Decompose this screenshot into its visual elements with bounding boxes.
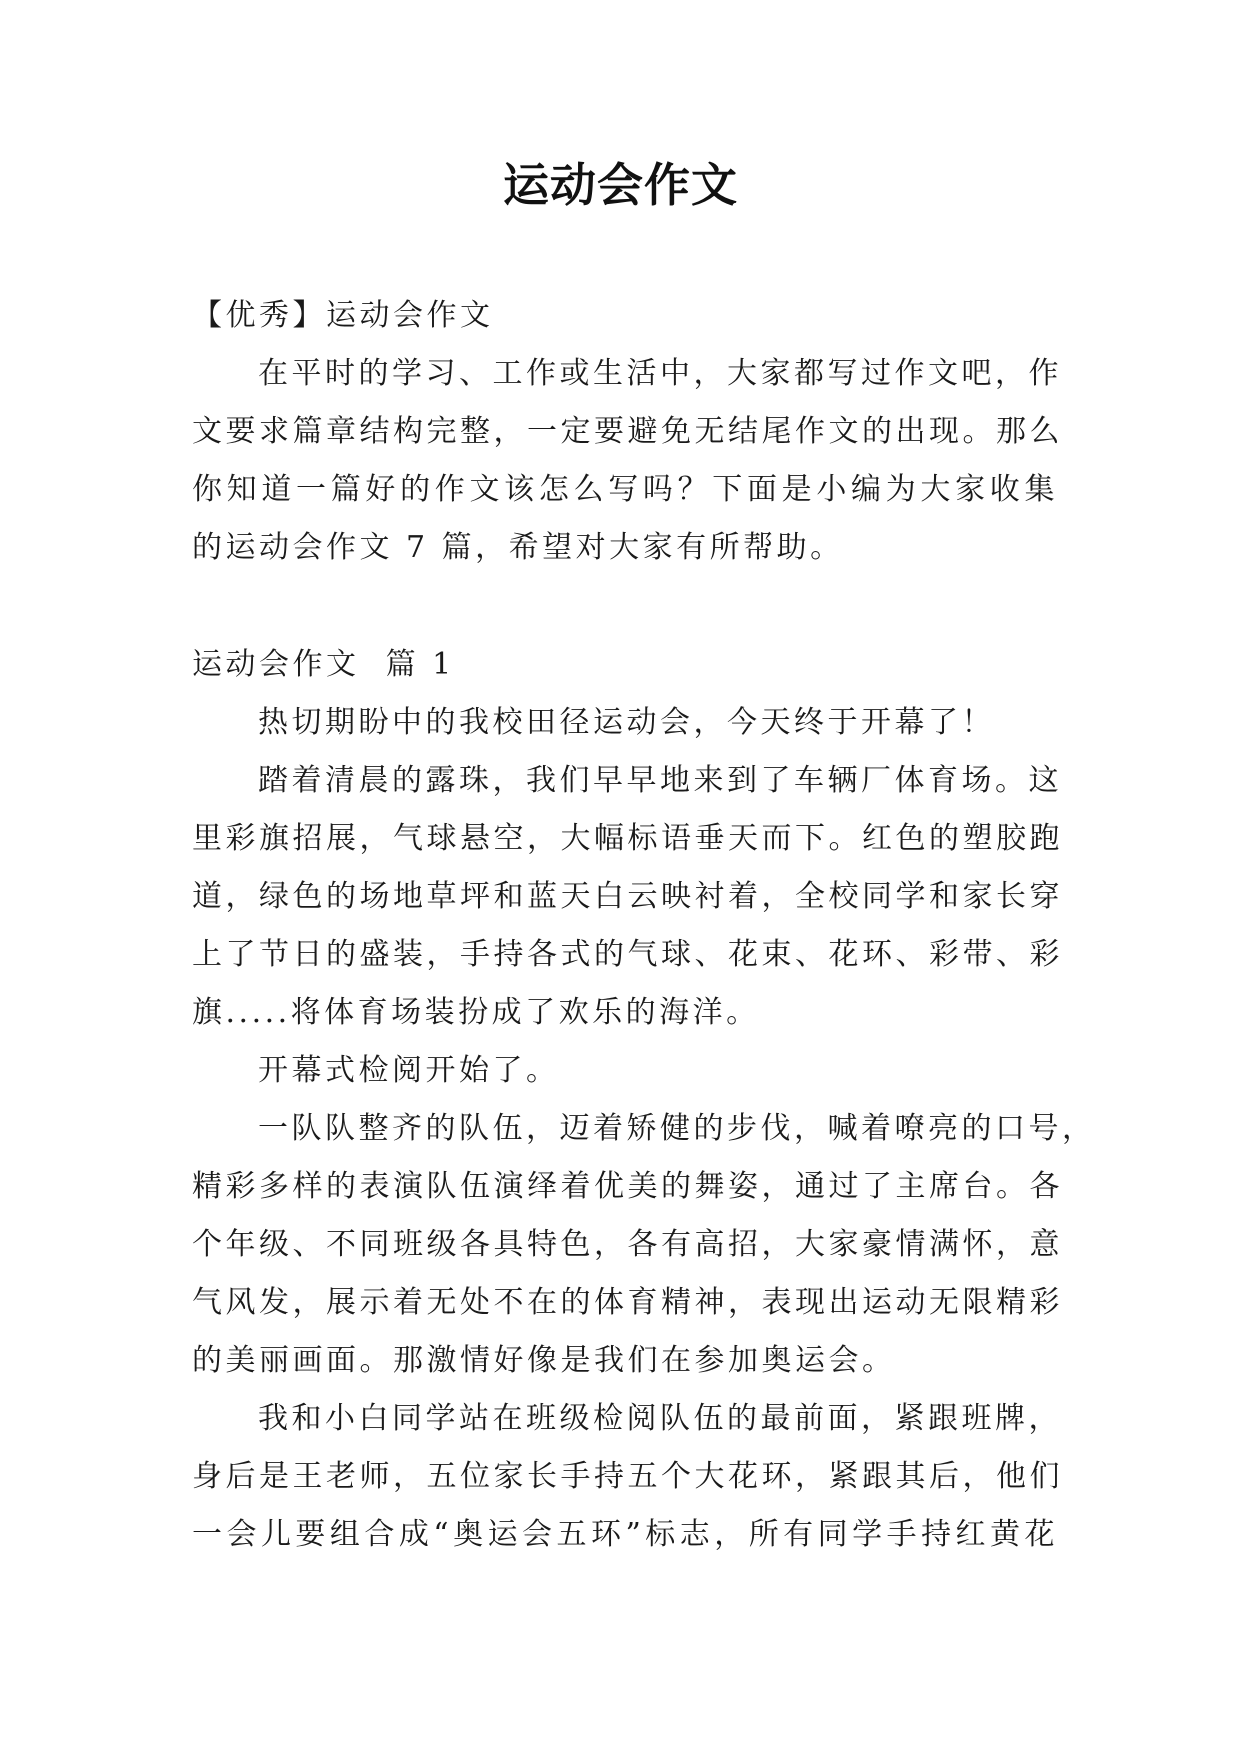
essay-line: 热切期盼中的我校田径运动会，今天终于开幕了！ [258,705,995,740]
subtitle-text: 【优秀】运动会作文 [192,298,494,333]
essay-line: 上了节日的盛装，手持各式的气球、花束、花环、彩带、彩 [192,937,1063,972]
section-heading-text: 运动会作文 篇 1 [192,647,455,682]
essay-line: 一会儿要组合成“奥运会五环”标志，所有同学手持红黄花 [192,1517,1058,1552]
intro-line: 在平时的学习、工作或生活中，大家都写过作文吧，作 [258,356,1062,391]
essay-line: 气风发，展示着无处不在的体育精神，表现出运动无限精彩 [192,1285,1063,1320]
essay-body [192,694,1096,1564]
intro-paragraph [192,345,1063,577]
intro-line: 的运动会作文 7 篇，希望对大家有所帮助。 [192,530,844,565]
essay-line: 道，绿色的场地草坪和蓝天白云映衬着，全校同学和家长穿 [192,879,1063,914]
section-heading [192,636,1058,694]
document-subtitle [192,287,1058,345]
essay-line: 身后是王老师，五位家长手持五个大花环，紧跟其后，他们 [192,1459,1063,1494]
essay-line: 踏着清晨的露珠，我们早早地来到了车辆厂体育场。这 [258,763,1062,798]
essay-line: 我和小白同学站在班级检阅队伍的最前面，紧跟班牌， [258,1401,1062,1436]
essay-line: 精彩多样的表演队伍演绎着优美的舞姿，通过了主席台。各 [192,1169,1063,1204]
document-title: 运动会作文 [503,158,738,212]
intro-line: 你知道一篇好的作文该怎么写吗？下面是小编为大家收集 [192,472,1058,507]
essay-line: 个年级、不同班级各具特色，各有高招，大家豪情满怀，意 [192,1227,1063,1262]
intro-line: 文要求篇章结构完整，一定要避免无结尾作文的出现。那么 [192,414,1063,449]
essay-line: 一队队整齐的队伍，迈着矫健的步伐，喊着嘹亮的口号， [258,1111,1096,1146]
essay-line: 开幕式检阅开始了。 [258,1053,560,1088]
essay-line: 的美丽画面。那激情好像是我们在参加奥运会。 [192,1343,896,1378]
essay-line: 里彩旗招展，气球悬空，大幅标语垂天而下。红色的塑胶跑 [192,821,1063,856]
essay-line: 旗.....将体育场装扮成了欢乐的海洋。 [192,995,760,1030]
